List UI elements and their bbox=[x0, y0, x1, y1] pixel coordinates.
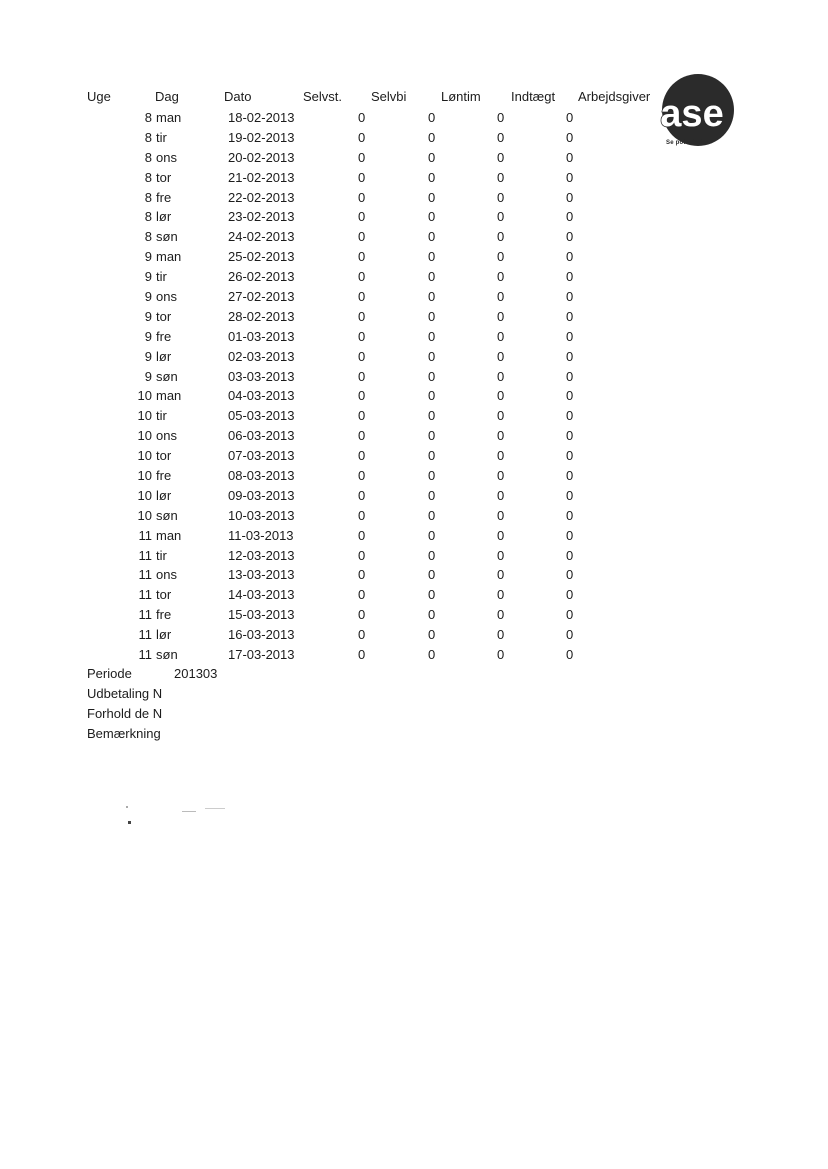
cell-dato: 28-02-2013 bbox=[228, 308, 295, 324]
cell-selvst: 0 bbox=[358, 249, 366, 265]
cell-dato: 02-03-2013 bbox=[228, 348, 295, 364]
cell-selvst: 0 bbox=[358, 229, 366, 245]
cell-indtaegt: 0 bbox=[566, 209, 574, 225]
cell-lontim: 0 bbox=[497, 269, 505, 285]
cell-selvst: 0 bbox=[358, 428, 366, 444]
cell-uge: 11 bbox=[138, 587, 152, 603]
cell-dato: 12-03-2013 bbox=[228, 547, 295, 563]
cell-indtaegt: 0 bbox=[566, 428, 574, 444]
cell-dato: 05-03-2013 bbox=[228, 408, 295, 424]
cell-indtaegt: 0 bbox=[566, 169, 574, 185]
cell-dato: 01-03-2013 bbox=[228, 328, 295, 344]
cell-uge: 9 bbox=[144, 269, 152, 285]
header-selvst: Selvst. bbox=[303, 89, 343, 104]
cell-dag: lør bbox=[156, 209, 172, 225]
header-uge: Uge bbox=[87, 89, 111, 104]
cell-dag: man bbox=[156, 249, 182, 265]
cell-indtaegt: 0 bbox=[566, 229, 574, 245]
timesheet-table bbox=[0, 109, 640, 666]
table-row bbox=[0, 149, 640, 169]
header-lontim: Løntim bbox=[441, 89, 481, 104]
cell-dag: lør bbox=[156, 627, 172, 643]
header-dato: Dato bbox=[224, 89, 252, 104]
cell-dag: man bbox=[156, 388, 182, 404]
cell-indtaegt: 0 bbox=[566, 308, 574, 324]
cell-uge: 8 bbox=[144, 229, 152, 245]
forhold-field: Forhold de N bbox=[87, 706, 163, 721]
cell-selvbi: 0 bbox=[428, 209, 436, 225]
cell-uge: 8 bbox=[144, 129, 152, 145]
cell-indtaegt: 0 bbox=[566, 468, 574, 484]
table-row bbox=[0, 248, 640, 268]
table-row bbox=[0, 208, 640, 228]
cell-selvst: 0 bbox=[358, 388, 366, 404]
cell-indtaegt: 0 bbox=[566, 289, 574, 305]
cell-selvbi: 0 bbox=[428, 388, 436, 404]
cell-lontim: 0 bbox=[497, 487, 505, 503]
cell-lontim: 0 bbox=[497, 507, 505, 523]
cell-indtaegt: 0 bbox=[566, 269, 574, 285]
table-row bbox=[0, 566, 640, 586]
cell-uge: 11 bbox=[138, 567, 152, 583]
cell-dag: søn bbox=[156, 229, 178, 245]
cell-dato: 23-02-2013 bbox=[228, 209, 295, 225]
cell-selvst: 0 bbox=[358, 647, 366, 663]
periode-value: 201303 bbox=[174, 666, 218, 681]
table-row bbox=[0, 228, 640, 248]
table-row bbox=[0, 547, 640, 567]
cell-selvbi: 0 bbox=[428, 567, 436, 583]
cell-indtaegt: 0 bbox=[566, 507, 574, 523]
cell-selvbi: 0 bbox=[428, 487, 436, 503]
periode-label: Periode bbox=[87, 666, 132, 681]
cell-selvbi: 0 bbox=[428, 110, 436, 125]
cell-lontim: 0 bbox=[497, 289, 505, 305]
cell-selvbi: 0 bbox=[428, 507, 436, 523]
cell-indtaegt: 0 bbox=[566, 149, 574, 165]
cell-indtaegt: 0 bbox=[566, 487, 574, 503]
cell-selvbi: 0 bbox=[428, 169, 436, 185]
cell-dato: 11-03-2013 bbox=[228, 527, 294, 543]
cell-uge: 9 bbox=[144, 368, 152, 384]
table-row bbox=[0, 527, 640, 547]
cell-selvbi: 0 bbox=[428, 448, 436, 464]
cell-selvbi: 0 bbox=[428, 149, 436, 165]
cell-dag: søn bbox=[156, 647, 178, 663]
cell-dag: tor bbox=[156, 448, 172, 464]
cell-dag: ons bbox=[156, 567, 177, 583]
cell-dato: 10-03-2013 bbox=[228, 507, 295, 523]
cell-selvbi: 0 bbox=[428, 607, 436, 623]
cell-dag: tir bbox=[156, 547, 167, 563]
cell-selvst: 0 bbox=[358, 269, 366, 285]
cell-lontim: 0 bbox=[497, 647, 505, 663]
cell-dag: tir bbox=[156, 129, 167, 145]
cell-dato: 06-03-2013 bbox=[228, 428, 295, 444]
header-dag: Dag bbox=[155, 89, 179, 104]
table-row bbox=[0, 487, 640, 507]
cell-dag: fre bbox=[156, 468, 172, 484]
cell-indtaegt: 0 bbox=[566, 587, 574, 603]
cell-uge: 10 bbox=[137, 388, 152, 404]
cell-uge: 8 bbox=[144, 209, 152, 225]
cell-dag: søn bbox=[156, 507, 178, 523]
cell-lontim: 0 bbox=[497, 408, 505, 424]
cell-dato: 18-02-2013 bbox=[228, 110, 295, 125]
cell-dato: 24-02-2013 bbox=[228, 229, 295, 245]
cell-selvst: 0 bbox=[358, 527, 366, 543]
cell-lontim: 0 bbox=[497, 607, 505, 623]
cell-selvst: 0 bbox=[358, 169, 366, 185]
cell-indtaegt: 0 bbox=[566, 328, 574, 344]
cell-lontim: 0 bbox=[497, 428, 505, 444]
cell-uge: 8 bbox=[144, 169, 152, 185]
cell-selvst: 0 bbox=[358, 468, 366, 484]
cell-uge: 11 bbox=[138, 607, 152, 623]
cell-selvst: 0 bbox=[358, 209, 366, 225]
cell-selvst: 0 bbox=[358, 507, 366, 523]
cell-indtaegt: 0 bbox=[566, 408, 574, 424]
cell-dag: tir bbox=[156, 408, 167, 424]
table-row bbox=[0, 626, 640, 646]
cell-indtaegt: 0 bbox=[566, 567, 574, 583]
cell-selvbi: 0 bbox=[428, 269, 436, 285]
cell-indtaegt: 0 bbox=[566, 189, 574, 205]
cell-dato: 07-03-2013 bbox=[228, 448, 295, 464]
cell-dag: man bbox=[156, 110, 182, 125]
cell-dag: fre bbox=[156, 328, 172, 344]
cell-selvbi: 0 bbox=[428, 328, 436, 344]
cell-selvst: 0 bbox=[358, 289, 366, 305]
cell-dato: 08-03-2013 bbox=[228, 468, 295, 484]
cell-uge: 11 bbox=[138, 627, 152, 643]
cell-uge: 10 bbox=[137, 487, 152, 503]
cell-indtaegt: 0 bbox=[566, 607, 574, 623]
cell-dag: tor bbox=[156, 587, 172, 603]
header-indtaegt: Indtægt bbox=[511, 89, 556, 104]
cell-uge: 9 bbox=[144, 348, 152, 364]
cell-uge: 10 bbox=[137, 448, 152, 464]
cell-dag: ons bbox=[156, 149, 177, 165]
cell-selvbi: 0 bbox=[428, 627, 436, 643]
cell-dato: 26-02-2013 bbox=[228, 269, 295, 285]
table-row bbox=[0, 268, 640, 288]
table-row bbox=[0, 407, 640, 427]
cell-dag: lør bbox=[156, 348, 172, 364]
header-arbejdsgiver: Arbejdsgiver bbox=[578, 89, 651, 104]
bemaerkning-field: Bemærkning bbox=[87, 726, 161, 741]
cell-lontim: 0 bbox=[497, 587, 505, 603]
cell-uge: 9 bbox=[144, 249, 152, 265]
cell-lontim: 0 bbox=[497, 627, 505, 643]
cell-dag: tor bbox=[156, 169, 172, 185]
cell-lontim: 0 bbox=[497, 169, 505, 185]
cell-indtaegt: 0 bbox=[566, 448, 574, 464]
cell-lontim: 0 bbox=[497, 547, 505, 563]
cell-uge: 10 bbox=[137, 468, 152, 484]
cell-lontim: 0 bbox=[497, 348, 505, 364]
cell-lontim: 0 bbox=[497, 229, 505, 245]
cell-selvst: 0 bbox=[358, 368, 366, 384]
table-row bbox=[0, 368, 640, 388]
cell-dato: 25-02-2013 bbox=[228, 249, 295, 265]
cell-selvbi: 0 bbox=[428, 547, 436, 563]
cell-dato: 22-02-2013 bbox=[228, 189, 295, 205]
cell-selvbi: 0 bbox=[428, 647, 436, 663]
cell-selvst: 0 bbox=[358, 110, 366, 125]
cell-selvst: 0 bbox=[358, 129, 366, 145]
cell-indtaegt: 0 bbox=[566, 110, 574, 125]
cell-selvbi: 0 bbox=[428, 527, 436, 543]
table-row bbox=[0, 348, 640, 368]
cell-selvst: 0 bbox=[358, 408, 366, 424]
cell-lontim: 0 bbox=[497, 209, 505, 225]
cell-dato: 14-03-2013 bbox=[228, 587, 295, 603]
cell-dato: 19-02-2013 bbox=[228, 129, 295, 145]
cell-dag: ons bbox=[156, 428, 177, 444]
cell-selvbi: 0 bbox=[428, 229, 436, 245]
table-row bbox=[0, 129, 640, 149]
table-row bbox=[0, 328, 640, 348]
cell-dato: 21-02-2013 bbox=[228, 169, 295, 185]
cell-uge: 9 bbox=[144, 328, 152, 344]
cell-uge: 10 bbox=[137, 428, 152, 444]
cell-uge: 11 bbox=[138, 647, 152, 663]
cell-lontim: 0 bbox=[497, 448, 505, 464]
cell-selvst: 0 bbox=[358, 348, 366, 364]
cell-indtaegt: 0 bbox=[566, 547, 574, 563]
cell-indtaegt: 0 bbox=[566, 249, 574, 265]
table-row bbox=[0, 606, 640, 626]
cell-selvst: 0 bbox=[358, 308, 366, 324]
logo-tagline: Se potentialet bbox=[666, 140, 709, 146]
cell-selvbi: 0 bbox=[428, 587, 436, 603]
cell-lontim: 0 bbox=[497, 328, 505, 344]
cell-selvst: 0 bbox=[358, 567, 366, 583]
table-row bbox=[0, 288, 640, 308]
cell-lontim: 0 bbox=[497, 567, 505, 583]
udbetaling-field: Udbetaling N bbox=[87, 686, 163, 701]
cell-dato: 17-03-2013 bbox=[228, 647, 295, 663]
cell-selvbi: 0 bbox=[428, 249, 436, 265]
header-selvbi: Selvbi bbox=[371, 89, 407, 104]
table-row bbox=[0, 586, 640, 606]
table-row bbox=[0, 109, 640, 129]
cell-dato: 15-03-2013 bbox=[228, 607, 295, 623]
cell-selvbi: 0 bbox=[428, 468, 436, 484]
cell-dato: 09-03-2013 bbox=[228, 487, 295, 503]
cell-lontim: 0 bbox=[497, 368, 505, 384]
cell-lontim: 0 bbox=[497, 189, 505, 205]
logo-wordmark: ase bbox=[660, 93, 724, 135]
cell-indtaegt: 0 bbox=[566, 129, 574, 145]
cell-selvbi: 0 bbox=[428, 428, 436, 444]
cell-dag: fre bbox=[156, 189, 172, 205]
table-row bbox=[0, 308, 640, 328]
cell-uge: 10 bbox=[137, 408, 152, 424]
cell-dato: 20-02-2013 bbox=[228, 149, 295, 165]
cell-selvst: 0 bbox=[358, 149, 366, 165]
cell-selvst: 0 bbox=[358, 328, 366, 344]
cell-dato: 03-03-2013 bbox=[228, 368, 295, 384]
table-row bbox=[0, 507, 640, 527]
cell-lontim: 0 bbox=[497, 110, 505, 125]
cell-uge: 9 bbox=[144, 289, 152, 305]
cell-selvbi: 0 bbox=[428, 408, 436, 424]
cell-dato: 13-03-2013 bbox=[228, 567, 295, 583]
cell-uge: 11 bbox=[138, 547, 152, 563]
cell-selvbi: 0 bbox=[428, 308, 436, 324]
cell-uge: 8 bbox=[144, 149, 152, 165]
cell-dag: lør bbox=[156, 487, 172, 503]
cell-indtaegt: 0 bbox=[566, 388, 574, 404]
cell-dag: man bbox=[156, 527, 182, 543]
cell-lontim: 0 bbox=[497, 129, 505, 145]
cell-indtaegt: 0 bbox=[566, 348, 574, 364]
cell-uge: 9 bbox=[144, 308, 152, 324]
cell-indtaegt: 0 bbox=[566, 627, 574, 643]
table-row bbox=[0, 189, 640, 209]
cell-selvst: 0 bbox=[358, 547, 366, 563]
cell-selvbi: 0 bbox=[428, 368, 436, 384]
cell-uge: 10 bbox=[137, 507, 152, 523]
cell-lontim: 0 bbox=[497, 388, 505, 404]
cell-dag: fre bbox=[156, 607, 172, 623]
cell-lontim: 0 bbox=[497, 149, 505, 165]
cell-indtaegt: 0 bbox=[566, 647, 574, 663]
table-row bbox=[0, 646, 640, 666]
table-row bbox=[0, 169, 640, 189]
cell-selvst: 0 bbox=[358, 189, 366, 205]
table-row bbox=[0, 427, 640, 447]
cell-selvst: 0 bbox=[358, 607, 366, 623]
cell-dag: søn bbox=[156, 368, 178, 384]
table-row bbox=[0, 447, 640, 467]
cell-selvst: 0 bbox=[358, 448, 366, 464]
cell-selvst: 0 bbox=[358, 587, 366, 603]
cell-dag: tor bbox=[156, 308, 172, 324]
cell-indtaegt: 0 bbox=[566, 527, 574, 543]
cell-selvbi: 0 bbox=[428, 348, 436, 364]
cell-dag: ons bbox=[156, 289, 177, 305]
cell-dato: 16-03-2013 bbox=[228, 627, 295, 643]
cell-dag: tir bbox=[156, 269, 167, 285]
cell-dato: 04-03-2013 bbox=[228, 388, 295, 404]
table-row bbox=[0, 467, 640, 487]
cell-selvst: 0 bbox=[358, 487, 366, 503]
cell-dato: 27-02-2013 bbox=[228, 289, 295, 305]
cell-lontim: 0 bbox=[497, 527, 505, 543]
cell-selvst: 0 bbox=[358, 627, 366, 643]
cell-selvbi: 0 bbox=[428, 129, 436, 145]
cell-uge: 8 bbox=[144, 110, 152, 125]
cell-lontim: 0 bbox=[497, 468, 505, 484]
cell-lontim: 0 bbox=[497, 308, 505, 324]
cell-lontim: 0 bbox=[497, 249, 505, 265]
cell-selvbi: 0 bbox=[428, 189, 436, 205]
cell-uge: 8 bbox=[144, 189, 152, 205]
cell-indtaegt: 0 bbox=[566, 368, 574, 384]
cell-uge: 11 bbox=[138, 527, 152, 543]
table-row bbox=[0, 387, 640, 407]
cell-selvbi: 0 bbox=[428, 289, 436, 305]
